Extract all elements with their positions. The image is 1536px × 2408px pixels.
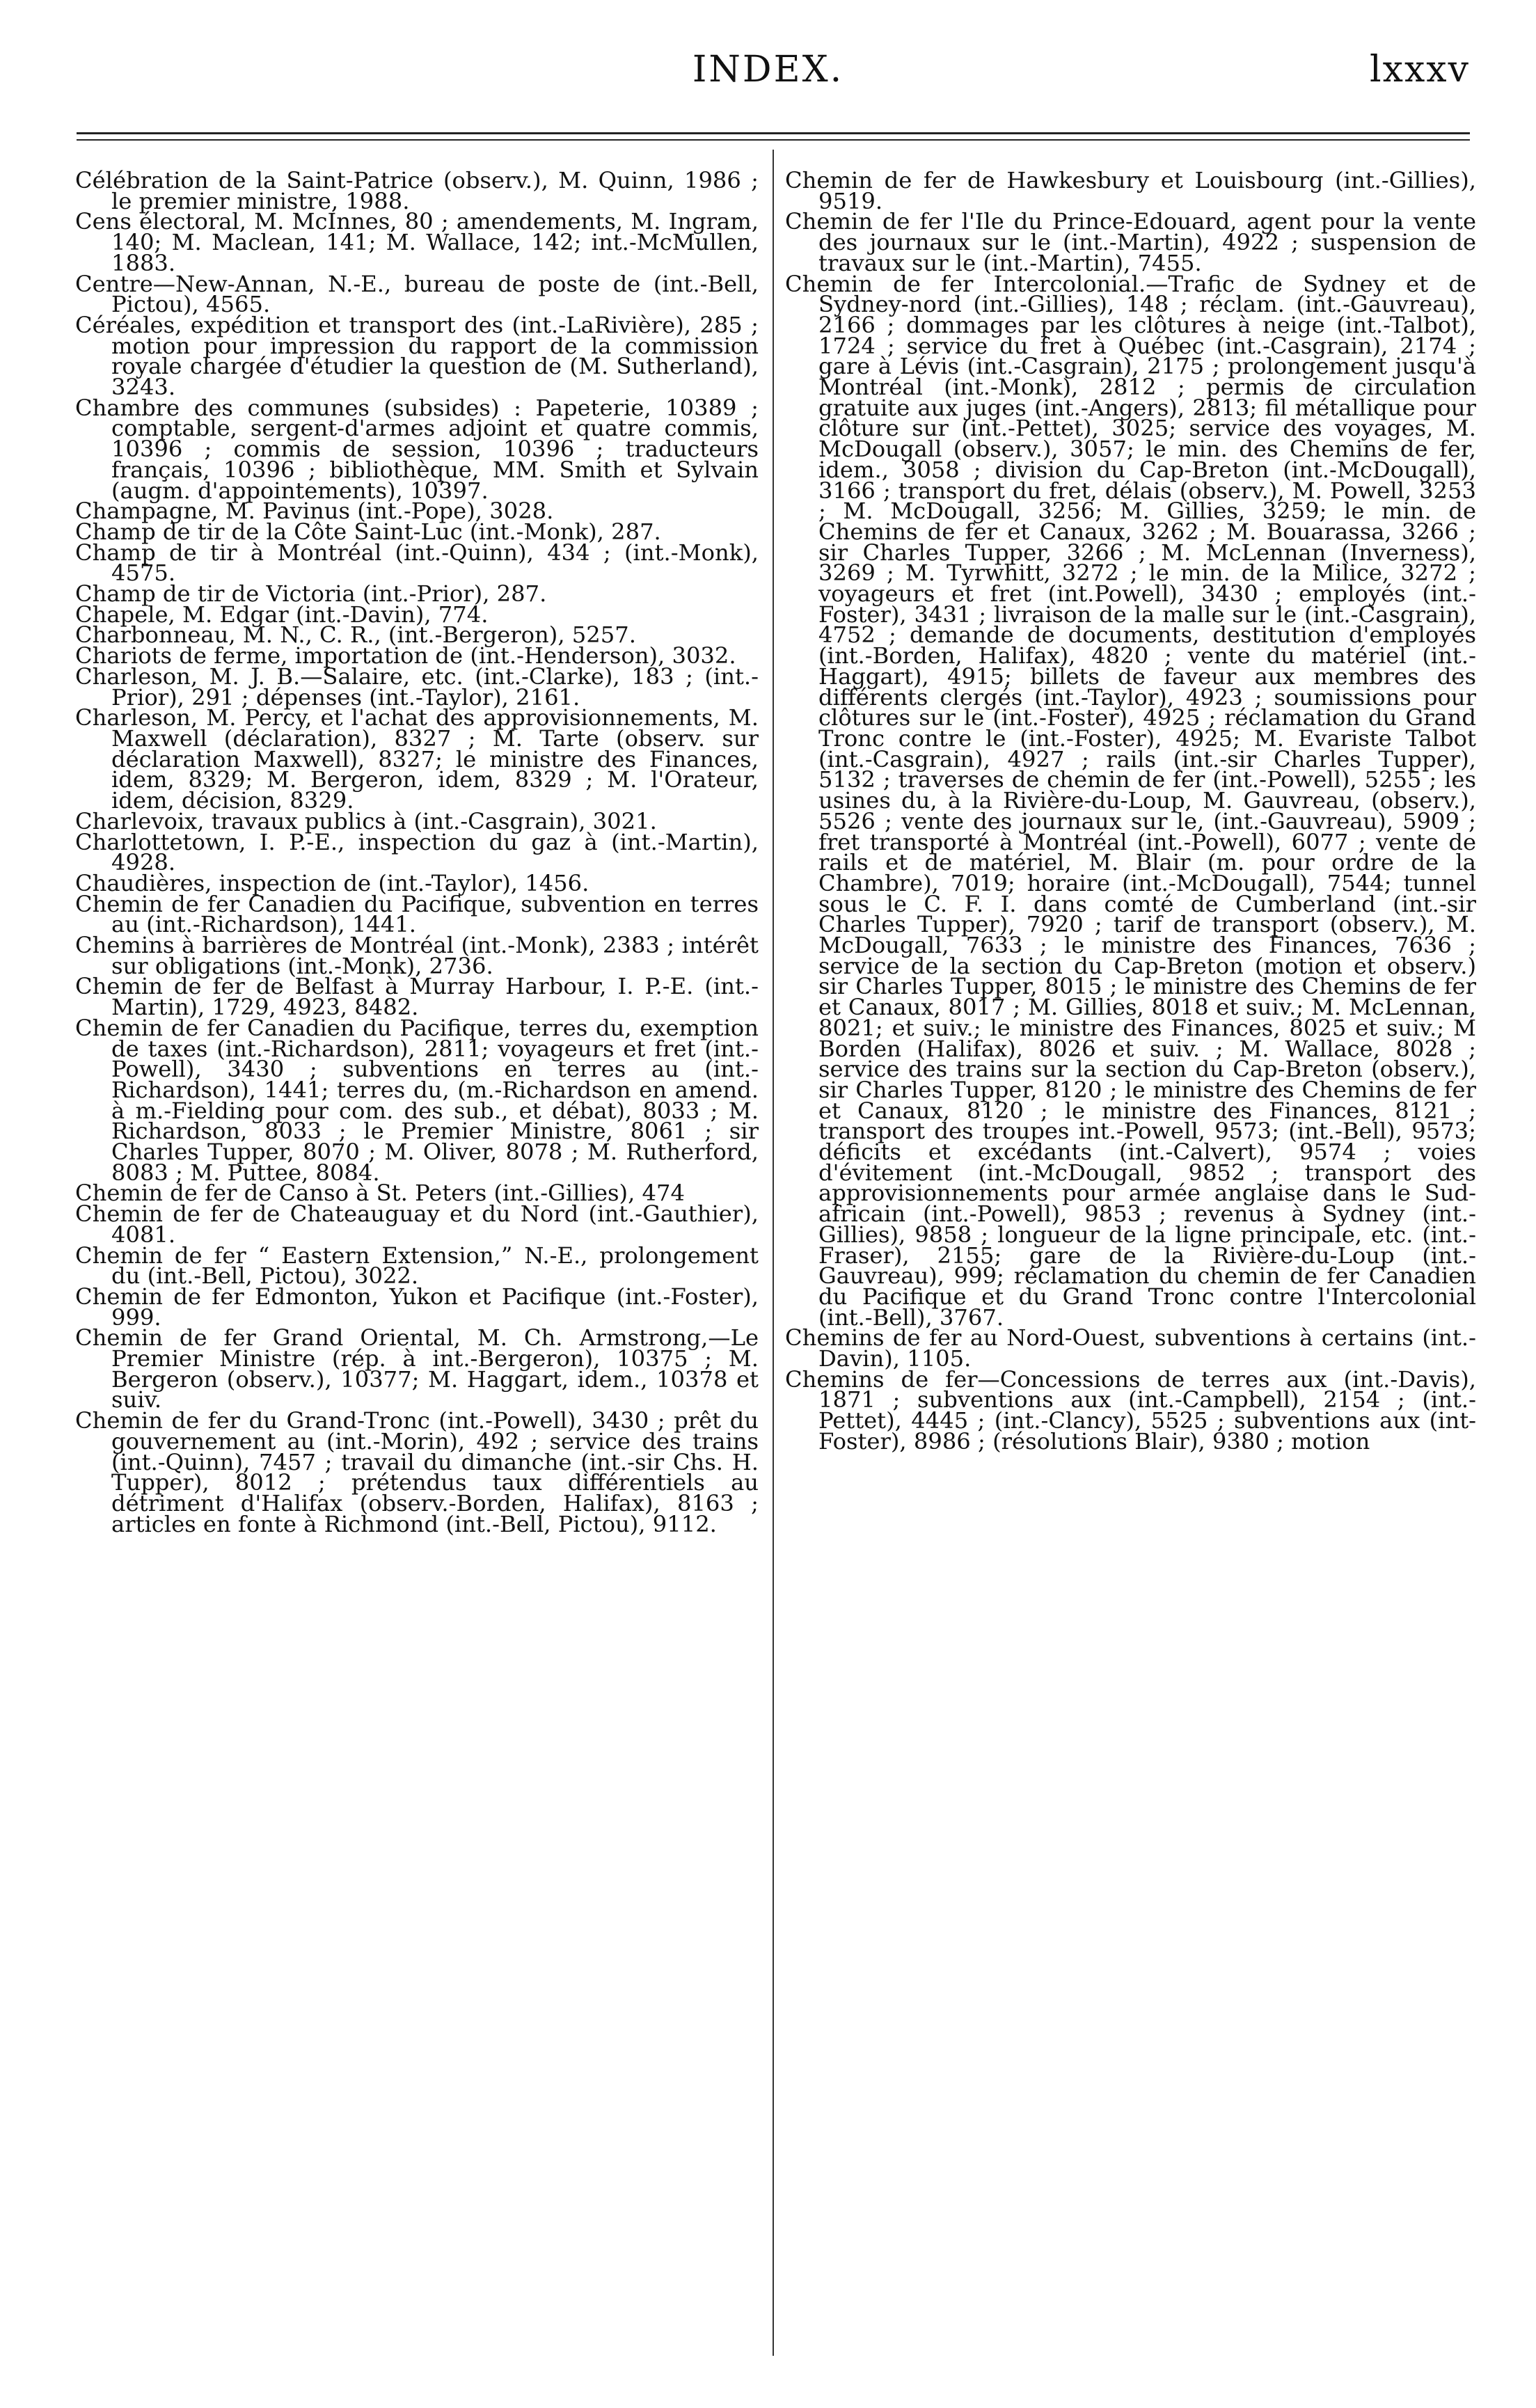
index-entry: Champ de tir de Victoria (int.-Prior), 287. — [75, 580, 547, 608]
index-entry: Champ de tir à Montréal (int.-Quinn), 434 ; (int.-Monk), 4575. — [75, 539, 759, 587]
column-divider — [773, 150, 774, 2356]
header-rule-bottom — [77, 139, 1470, 141]
index-entry: Chemin de fer du Grand-Tronc (int.-Powell), 3430 ; prêt du gouvernement au (int.-Morin), 492 ; service des trains (int.-Quinn), 7457 ; travail du dimanche (int.-sir Chs. H. Tupper), 8012 ; prétendus taux différentiels au détriment d'Halifax (observ.-Borden, Halifax), 8163 ; articles en fonte à Richmond (int.-Bell, Pictou), 9112. — [75, 1407, 759, 1537]
index-entry: Chemin de fer Edmonton, Yukon et Pacifique (int.-Foster), 999. — [75, 1283, 759, 1331]
index-entry: Chemins à barrières de Montréal (int.-Monk), 2383 ; intérêt sur obligations (int.-Monk), 2736. — [75, 932, 759, 979]
index-entry: Chemin de fer de Canso à St. Peters (int.-Gillies), 474 — [75, 1180, 685, 1207]
page-title: INDEX. — [692, 49, 844, 90]
index-entry: Champagne, M. Pavinus (int.-Pope), 3028. — [75, 498, 554, 525]
index-entry: Chemin de fer de Hawkesbury et Louisbourg (int.-Gillies), 9519. — [785, 167, 1476, 214]
page-header — [0, 42, 1536, 97]
index-entry: Chemin de fer Canadien du Pacifique, terres du, exemption de taxes (int.-Richardson), 2811; voyageurs et fret (int.-Powell), 3430 ; subventions en terres au (int.-Richardson), 1441; terres du, (m.-Richardson en amend. à m.-Fielding pour com. des sub., et débat), 8033 ; M. Richardson, 8033 ; le Premier Ministre, 8061 ; sir Charles Tupper, 8070 ; M. Oliver, 8078 ; M. Rutherford, 8083 ; M. Puttee, 8084. — [75, 1014, 759, 1186]
index-entry: Chemin de fer de Chateauguay et du Nord (int.-Gauthier), 4081. — [75, 1201, 759, 1248]
index-column-right — [785, 167, 1476, 1455]
page-number: lxxxv — [1370, 49, 1470, 90]
index-entry: Céréales, expédition et transport des (int.-LaRivière), 285 ; motion pour impression du rapport de la commission royale chargée d'étudier la question de (M. Sutherland), 3243. — [75, 311, 759, 401]
index-column-left — [75, 167, 759, 1537]
index-entry: Chemin de fer Grand Oriental, M. Ch. Armstrong,—Le Premier Ministre (rép. à int.-Bergeron), 10375 ; M. Bergeron (observ.), 10377; M. Haggart, idem., 10378 et suiv. — [75, 1324, 759, 1413]
index-entry: Charleson, M. J. B.—Salaire, etc. (int.-Clarke), 183 ; (int.-Prior), 291 ; dépenses (int.-Taylor), 2161. — [75, 663, 759, 711]
index-entry: Centre—New-Annan, N.-E., bureau de poste de (int.-Bell, Pictou), 4565. — [75, 270, 759, 318]
index-entry: Chemin de fer Canadien du Pacifique, subvention en terres au (int.-Richardson), 1441. — [75, 890, 759, 938]
index-entry: Chambre des communes (subsides) : Papeterie, 10389 ; comptable, sergent-d'armes adjoint et quatre commis, 10396 ; commis de session, 10396 ; traducteurs français, 10396 ; bibliothèque, MM. Smith et Sylvain (augm. d'appointements), 10397. — [75, 394, 759, 504]
index-entry: Chemin de fer l'Ile du Prince-Edouard, agent pour la vente des journaux sur le (int.-Martin), 4922 ; suspension de travaux sur le (int.-Martin), 7455. — [785, 208, 1476, 276]
index-entry: Charlottetown, I. P.-E., inspection du gaz à (int.-Martin), 4928. — [75, 828, 759, 876]
index-entry: Chemin de fer Intercolonial.—Trafic de Sydney et de Sydney-nord (int.-Gillies), 148 ; réclam. (int.-Gauvreau), 2166 ; dommages par les clôtures à neige (int.-Talbot), 1724 ; service du fret à Québec (int.-Casgrain), 2174 ; gare à Lévis (int.-Casgrain), 2175 ; prolongement jusqu'à Montréal (int.-Monk), 2812 ; permis de circulation gratuite aux juges (int.-Angers), 2813; fil métallique pour clôture sur (int.-Pettet), 3025; service des voyages, M. McDougall (observ.), 3057; le min. des Chemins de fer, idem., 3058 ; division du Cap-Breton (int.-McDougall), 3166 ; transport du fret, délais (observ.), M. Powell, 3253 ; M. McDougall, 3256; M. Gillies, 3259; le min. de Chemins de fer et Canaux, 3262 ; M. Bouarassa, 3266 ; sir Charles Tupper, 3266 ; M. McLennan (Inverness), 3269 ; M. Tyrwhitt, 3272 ; le min. de la Milice, 3272 ; voyageurs et fret (int.Powell), 3430 ; employés (int.-Foster), 3431 ; livraison de la malle sur le (int.-Casgrain), 4752 ; demande de documents, destitution d'employés (int.-Borden, Halifax), 4820 ; vente du matériel (int.-Haggart), 4915; billets de faveur aux membres des différents clergés (int.-Taylor), 4923 ; soumissions pour clôtures sur le (int.-Foster), 4925 ; réclamation du Grand Tronc contre le (int.-Foster), 4925; M. Evariste Talbot (int.-Casgrain), 4927 ; rails (int.-sir Charles Tupper), 5132 ; traverses de chemin de fer (int.-Powell), 5255 ; les usines du, à la Rivière-du-Loup, M. Gauvreau, (observ.), 5526 ; vente des journaux sur le, (int.-Gauvreau), 5909 ; fret transporté à Montréal (int.-Powell), 6077 ; vente de rails et de matériel, M. Blair (m. pour ordre de la Chambre), 7019; horaire (int.-McDougall), 7544; tunnel sous le C. F. I. dans comté de Cumberland (int.-sir Charles Tupper), 7920 ; tarif de transport (observ.), M. McDougall, 7633 ; le ministre des Finances, 7636 ; service de la section du Cap-Breton (motion et observ.) sir Charles Tupper, 8015 ; le ministre des Chemins de fer et Canaux, 8017 ; M. Gillies, 8018 et suiv.; M. McLennan, 8021; et suiv.; le ministre des Finances, 8025 et suiv.; M Borden (Halifax), 8026 et suiv. ; M. Wallace, 8028 ; service des trains sur la section du Cap-Breton (observ.), sir Charles Tupper, 8120 ; le ministre des Chemins de fer et Canaux, 8120 ; le ministre des Finances, 8121 ; transport des troupes int.-Powell, 9573; (int.-Bell), 9573; déficits et excédants (int.-Calvert), 9574 ; voies d'évitement (int.-McDougall, 9852 ; transport des approvisionnements pour armée anglaise dans le Sud-africain (int.-Powell), 9853 ; revenus à Sydney (int.-Gillies), 9858 ; longueur de la ligne principale, etc. (int.-Fraser), 2155; gare de la Rivière-du-Loup (int.-Gauvreau), 999; réclamation du chemin de fer Canadien du Pacifique et du Grand Tronc contre l'Intercolonial (int.-Bell), 3767. — [785, 270, 1476, 1331]
index-entry: Chemin de fer de Belfast à Murray Harbour, I. P.-E. (int.-Martin), 1729, 4923, 8482. — [75, 973, 759, 1021]
index-entry: Chaudières, inspection de (int.-Taylor), 1456. — [75, 869, 589, 896]
header-rule-top — [77, 132, 1470, 134]
index-entry: Chapele, M. Edgar (int.-Davin), 774. — [75, 601, 489, 628]
index-entry: Charleson, M. Percy, et l'achat des approvisionnements, M. Maxwell (déclaration), 8327 ; M. Tarte (observ. sur déclaration Maxwell), 8327; le ministre des Finances, idem, 8329; M. Bergeron, idem, 8329 ; M. l'Orateur, idem, décision, 8329. — [75, 704, 759, 814]
index-entry: Charlevoix, travaux publics à (int.-Casgrain), 3021. — [75, 807, 657, 834]
index-entry: Chemin de fer “ Eastern Extension,” N.-E., prolongement du (int.-Bell, Pictou), 3022. — [75, 1242, 759, 1290]
index-entry: Célébration de la Saint-Patrice (observ.), M. Quinn, 1986 ; le premier ministre, 1988. — [75, 167, 759, 214]
index-entry: Chemins de fer—Concessions de terres aux (int.-Davis), 1871 ; subventions aux (int.-Campbell), 2154 ; (int.-Pettet), 4445 ; (int.-Clancy), 5525 ; subventions aux (int-Foster), 8986 ; (résolutions Blair), 9380 ; motion — [785, 1365, 1476, 1455]
index-entry: Cens électoral, M. McInnes, 80 ; amendements, M. Ingram, 140; M. Maclean, 141; M. Wallace, 142; int.-McMullen, 1883. — [75, 208, 759, 276]
index-entry: Chariots de ferme, importation de (int.-Henderson), 3032. — [75, 642, 736, 670]
index-entry: Charbonneau, M. N., C. R., (int.-Bergeron), 5257. — [75, 621, 636, 649]
index-entry: Champ de tir de la Côte Saint-Luc (int.-Monk), 287. — [75, 518, 661, 545]
index-entry: Chemins de fer au Nord-Ouest, subventions à certains (int.-Davin), 1105. — [785, 1324, 1476, 1372]
